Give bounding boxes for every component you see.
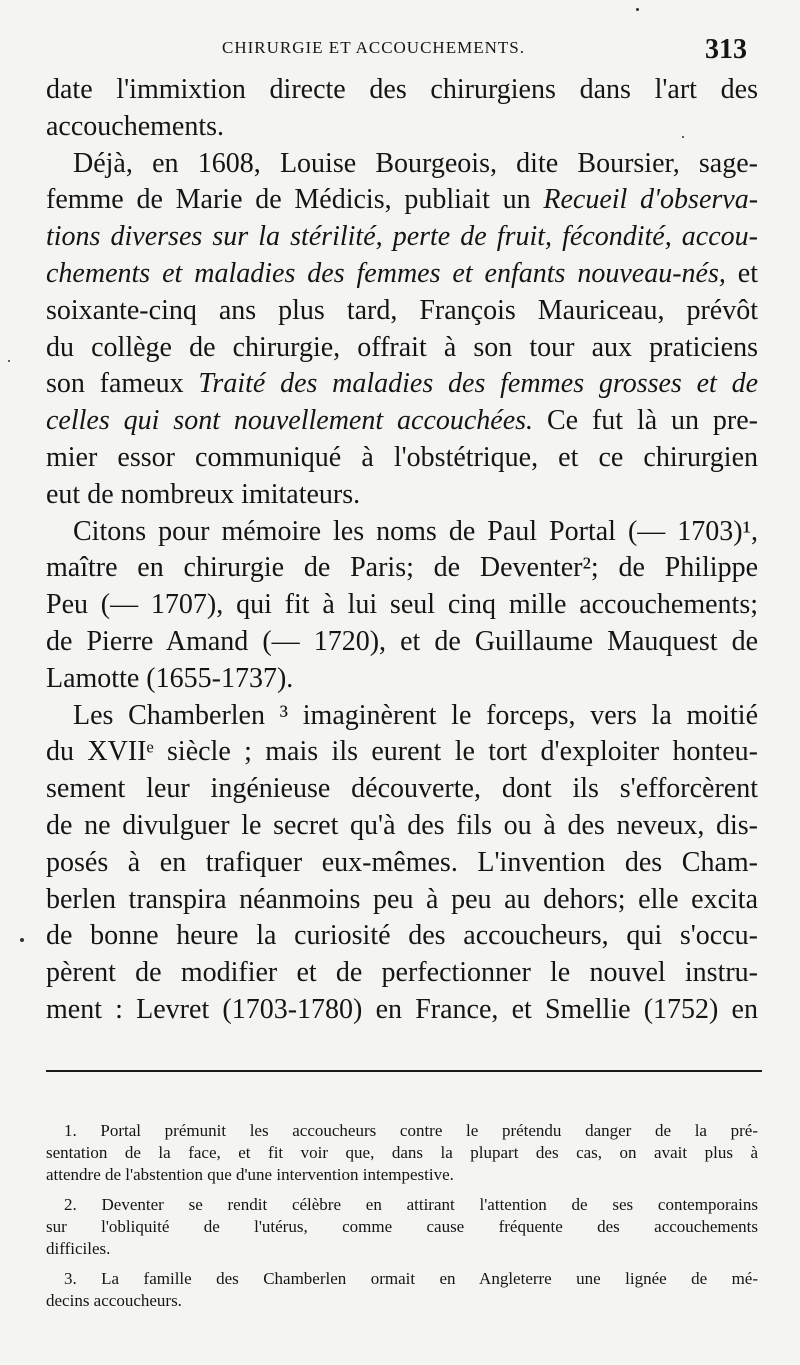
text-line: pèrent de modifier et de perfectionner le nouvel instru- bbox=[46, 957, 758, 989]
text-line: eut de nombreux imitateurs. bbox=[46, 478, 361, 510]
text-line: celles qui sont nouvellement accouchées. Ce fut là un pre- bbox=[46, 405, 758, 437]
footnote-line: 3. La famille des Chamberlen ormait en Angleterre une lignée de mé- bbox=[64, 1269, 758, 1288]
main-text bbox=[46, 72, 758, 1029]
footnote-1 bbox=[46, 1120, 758, 1186]
text-line: Déjà, en 1608, Louise Bourgeois, dite Boursier, sage- bbox=[73, 147, 758, 179]
text-line: ment : Levret (1703-1780) en France, et Smellie (1752) en bbox=[46, 993, 758, 1025]
page-number: 313 bbox=[705, 34, 747, 65]
footnote-line: sur l'obliquité de l'utérus, comme cause fréquente des accouchements bbox=[46, 1217, 758, 1236]
text-line: Les Chamberlen ³ imaginèrent le forceps, vers la moitié bbox=[73, 699, 758, 731]
text-line: de ne divulguer le secret qu'à des fils ou à des neveux, dis- bbox=[46, 809, 758, 841]
footnote-line: attendre de l'abstention que d'une intervention intempestive. bbox=[46, 1165, 454, 1184]
text-line: femme de Marie de Médicis, publiait un Recueil d'observa- bbox=[46, 184, 758, 216]
book-title: celles qui sont nouvellement accouchées. bbox=[46, 405, 534, 437]
text-line bbox=[46, 219, 758, 256]
print-speck bbox=[636, 8, 639, 11]
print-speck bbox=[682, 136, 684, 138]
footnotes bbox=[46, 1120, 758, 1312]
footnote-divider bbox=[46, 1070, 762, 1072]
text-line: sement leur ingénieuse découverte, dont ils s'efforcèrent bbox=[46, 773, 758, 805]
page-header bbox=[0, 34, 800, 74]
print-speck bbox=[8, 360, 10, 362]
text-line: mier essor communiqué à l'obstétrique, et ce chirurgien bbox=[46, 441, 758, 473]
text-line: Peu (— 1707), qui fit à lui seul cinq mille accouchements; bbox=[46, 589, 758, 621]
footnote-line: 1. Portal prémunit les accoucheurs contre le prétendu danger de la pré- bbox=[64, 1121, 758, 1140]
text-line: date l'immixtion directe des chirurgiens dans l'art des bbox=[46, 74, 758, 105]
text-line: posés à en trafiquer eux-mêmes. L'invention des Cham- bbox=[46, 846, 758, 878]
book-title: Recueil d'observa- bbox=[543, 184, 758, 216]
print-speck bbox=[20, 938, 24, 942]
text-line: Citons pour mémoire les noms de Paul Portal (— 1703)¹, bbox=[73, 515, 758, 547]
footnote-line: sentation de la face, et fit voir que, dans la plupart des cas, on avait plus à bbox=[46, 1143, 758, 1162]
text-line: du collège de chirurgie, offrait à son tour aux praticiens bbox=[46, 331, 758, 363]
footnote-3 bbox=[46, 1268, 758, 1312]
running-title: CHIRURGIE ET ACCOUCHEMENTS. bbox=[222, 38, 525, 57]
footnote-line: 2. Deventer se rendit célèbre en attirant l'attention de ses contemporains bbox=[64, 1195, 758, 1214]
book-title: Traité des maladies des femmes grosses et de bbox=[198, 368, 758, 400]
text-line: Lamotte (1655-1737). bbox=[46, 662, 294, 694]
text-line: berlen transpira néanmoins peu à peu au dehors; elle excita bbox=[46, 883, 758, 915]
text-line: maître en chirurgie de Paris; de Deventer²; de Philippe bbox=[46, 552, 758, 584]
footnote-line: decins accoucheurs. bbox=[46, 1291, 182, 1310]
text-line: accouchements. bbox=[46, 110, 225, 142]
footnote-line: difficiles. bbox=[46, 1239, 111, 1258]
footnote-2 bbox=[46, 1194, 758, 1260]
book-title: chements et maladies des femmes et enfants nouveau-nés, bbox=[46, 257, 726, 289]
text-line: du XVIIᵉ siècle ; mais ils eurent le tort d'exploiter honteu- bbox=[46, 736, 758, 768]
text-line: de Pierre Amand (— 1720), et de Guillaume Mauquest de bbox=[46, 625, 758, 657]
text-line: soixante-cinq ans plus tard, François Mauriceau, prévôt bbox=[46, 294, 758, 326]
text-line: chements et maladies des femmes et enfants nouveau-nés, et bbox=[46, 257, 758, 289]
book-title: tions diverses sur la stérilité, perte de fruit, fécondité, accou- bbox=[46, 221, 758, 253]
text-line: son fameux Traité des maladies des femmes grosses et de bbox=[46, 368, 758, 400]
text-line: de bonne heure la curiosité des accoucheurs, qui s'occu- bbox=[46, 920, 758, 952]
